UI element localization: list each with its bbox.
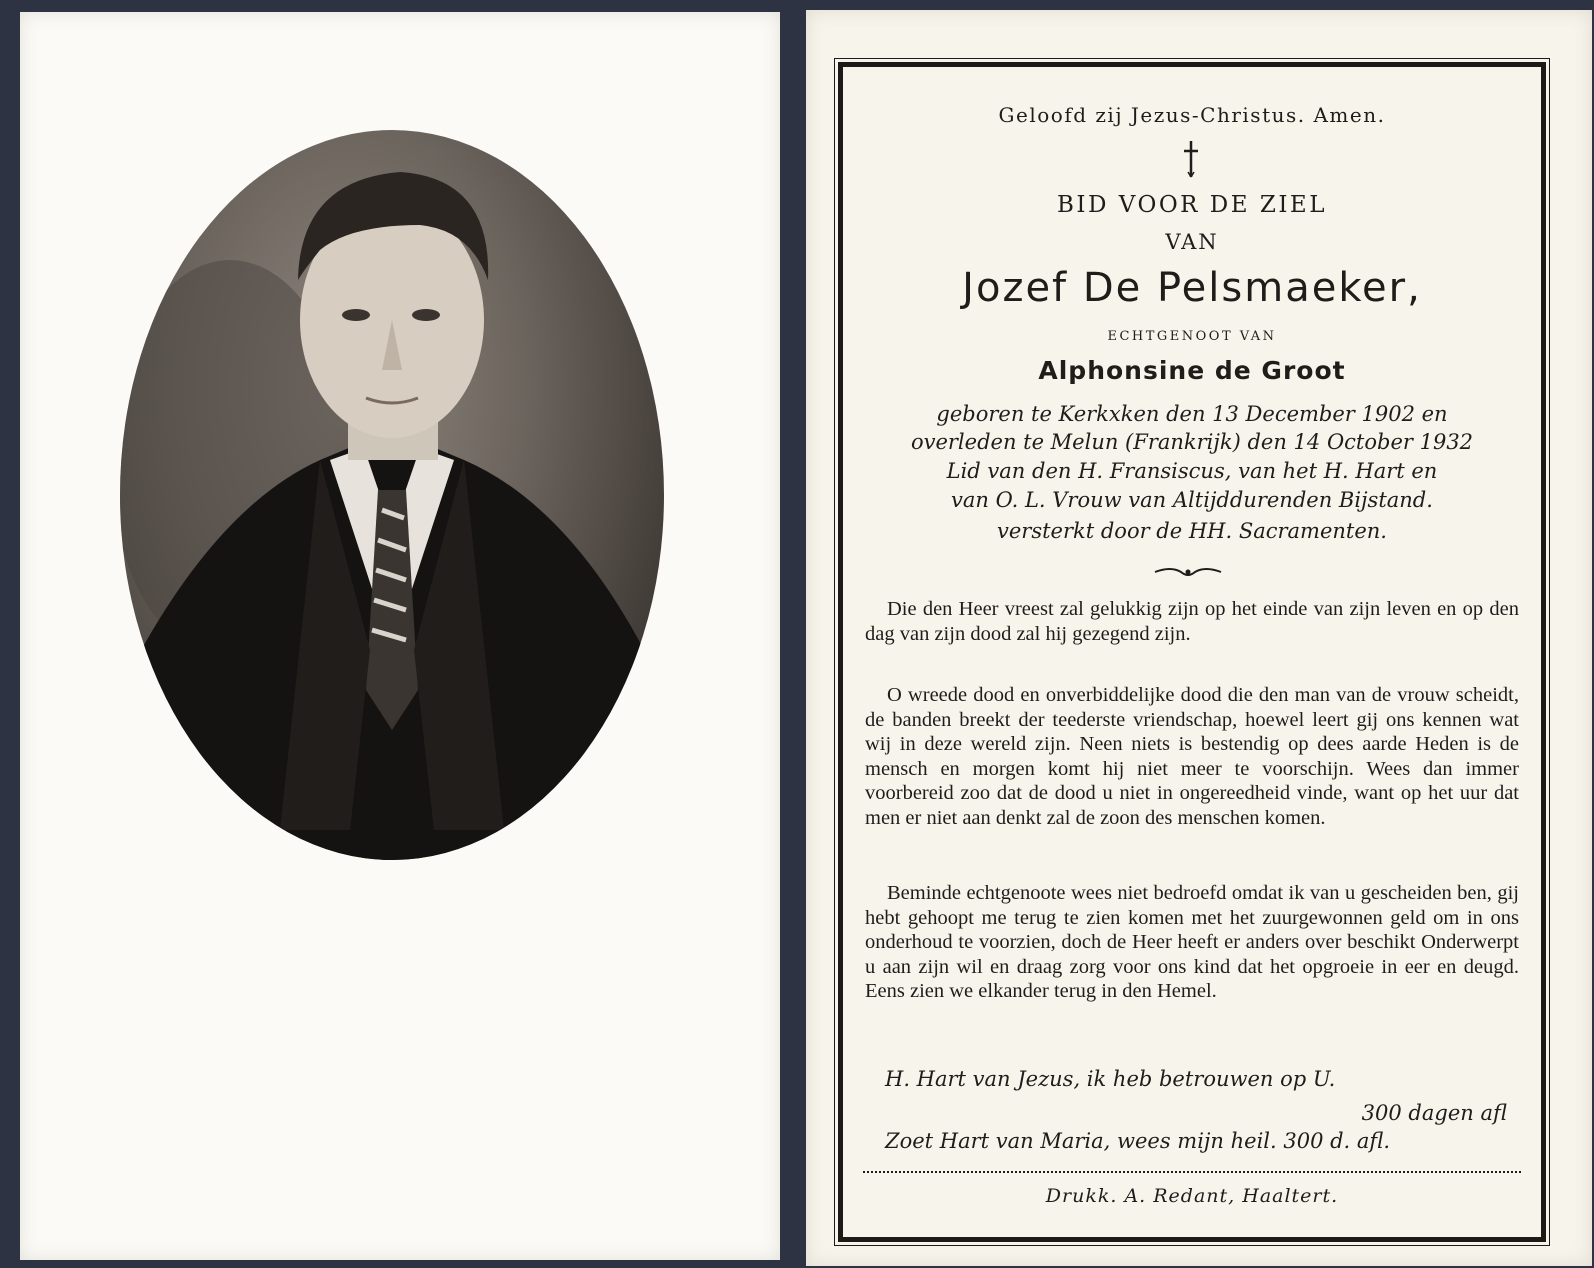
indulgence-note: 300 dagen afl bbox=[1361, 1101, 1507, 1125]
birth-line: geboren te Kerkxken den 13 December 1902 en bbox=[936, 402, 1448, 426]
portrait-photo bbox=[120, 130, 664, 860]
printer-credit: Drukk. A. Redant, Haaltert. bbox=[1045, 1185, 1339, 1207]
portrait-figure bbox=[120, 130, 664, 860]
ornament-icon bbox=[1153, 564, 1223, 580]
invocation: Geloofd zij Jezus-Christus. Amen. bbox=[998, 103, 1386, 127]
van-label: VAN bbox=[1165, 230, 1219, 254]
memorial-card bbox=[806, 10, 1592, 1266]
membership-line: Lid van den H. Fransiscus, van het H. Hart en bbox=[946, 459, 1438, 483]
prayer-line: H. Hart van Jezus, ik heb betrouwen op U. bbox=[885, 1067, 1336, 1091]
memorial-frame bbox=[838, 62, 1546, 1242]
scripture-paragraph: Die den Heer vreest zal gelukkig zijn op het einde van zijn leven en op den dag van zijn dood zal hij gezegend zijn. bbox=[865, 598, 1519, 645]
reflection-paragraph: O wreede dood en onverbiddelijke dood die den man van de vrouw scheidt, de banden breekt der teederste vriendschap, hoewel leert gij ons kennen wat wij in deze wereld zijn. Neen niets is bestendig op dees aarde Heden is de mensch en morgen komt hij niet meer te voorschijn. Wees dan immer voorbereid zoo dat de dood u niet in ongereedheid vinde, want op het uur dat men er niet aan denkt zal de zoon des menschen komen. bbox=[865, 684, 1519, 829]
death-line: overleden te Melun (Frankrijk) den 14 October 1932 bbox=[910, 430, 1474, 454]
farewell-paragraph: Beminde echtgenoote wees niet bedroefd omdat ik van u gescheiden ben, gij hebt gehoopt me terug te zien komen met het zuurgewonnen geld om in ons onderhoud te voorzien, doch de Heer heeft er anders over beschikt Onderwerpt u aan zijn wil en draag zorg voor ons kind dat het opgroeie in eer en deugd. Eens zien we elkander terug in den Hemel. bbox=[865, 882, 1519, 1003]
portrait-card bbox=[20, 12, 780, 1260]
dotted-divider bbox=[863, 1171, 1521, 1173]
spouse-name: Alphonsine de Groot bbox=[1038, 356, 1346, 385]
spouse-label: ECHTGENOOT VAN bbox=[1107, 329, 1277, 344]
sacraments-line: versterkt door de HH. Sacramenten. bbox=[997, 519, 1387, 543]
cross-icon bbox=[1179, 139, 1203, 179]
deceased-name: Jozef De Pelsmaeker, bbox=[962, 265, 1422, 311]
membership-line: van O. L. Vrouw van Altijddurenden Bijstand. bbox=[951, 488, 1433, 512]
pray-heading: BID VOOR DE ZIEL bbox=[1057, 192, 1327, 218]
prayer-line: Zoet Hart van Maria, wees mijn heil. 300 d. afl. bbox=[885, 1129, 1391, 1153]
